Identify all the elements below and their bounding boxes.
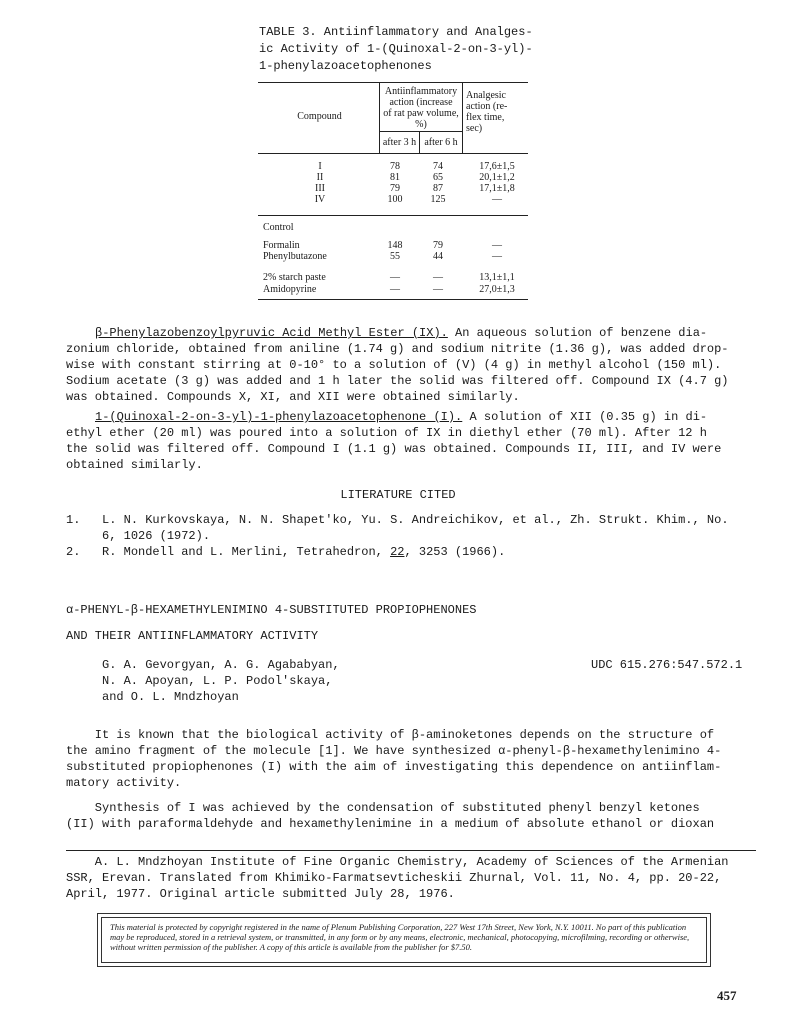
reference-item: 2. R. Mondell and L. Merlini, Tetrahedron, 22, 3253 (1966). <box>66 545 506 559</box>
page-number: 457 <box>717 988 737 1003</box>
synthesis-paragraph: Synthesis of I was achieved by the condensation of substituted phenyl benzyl ketones (II) with paraformaldehyde and hexamethylenimine in a medium of absolute ethanol or dioxan <box>66 801 715 831</box>
footnote-rule <box>66 850 756 851</box>
article-title-continued: AND THEIR ANTIINFLAMMATORY ACTIVITY <box>66 629 319 643</box>
table-rule <box>258 215 528 216</box>
paragraph-ester: β-Phenylazobenzoylpyruvic Acid Methyl Ester (IX). An aqueous solution of benzene dia- zonium chloride, obtained from aniline (1.74 g) and sodium nitrite (1.36 g), was added drop- wise with constant stirring at 0-10° to a solution of (V) (4 g) in methyl alcohol (150 ml). Sodium acetate (3 g) was added and 1 h later the solid was filtered off. Compound IX (4.7 g) was obtained. Compounds X, XI, and XII were obtained similarly. <box>66 326 729 404</box>
affiliation-footnote: A. L. Mndzhoyan Institute of Fine Organic Chemistry, Academy of Sciences of the Armenian SSR, Erevan. Translated from Khimiko-Farmatsevticheskii Zhurnal, Vol. 11, No. 4, pp. 20-22, April, 1977. Original article submitted July 28, 1976. <box>66 855 729 901</box>
header-analgesic: Analgesic action (re- flex time, sec) <box>466 90 508 134</box>
table-rule <box>379 131 463 132</box>
header-antiinflammatory: Antiinflammatory action (increase of rat paw volume, %) <box>383 86 459 130</box>
section-title-ester: β-Phenylazobenzoylpyruvic Acid Methyl Ester (IX). <box>95 326 448 340</box>
copyright-notice: This material is protected by copyright registered in the name of Plenum Publishing Corporation, 227 West 17th Street, New York, N.Y. 10011. No part of this publication may be reproduced, stored in a retrieval system, or transmitted, in any form or by any means, electronic, mechanical, photocopying, microfilming, recording or otherwise, without written permission of the publisher. A copy of this article is available from the publisher for $7.50. <box>101 917 707 963</box>
reference-item: 1. L. N. Kurkovskaya, N. N. Shapet'ko, Yu. S. Andreichikov, et al., Zh. Strukt. Khim., No. 6, 1026 (1972). <box>66 513 729 543</box>
table-divider <box>462 83 463 153</box>
control-label: Control <box>263 222 294 233</box>
header-compound: Compound <box>297 111 342 122</box>
table-top-rule <box>258 82 528 83</box>
intro-paragraph: It is known that the biological activity of β-aminoketones depends on the structure of the amino fragment of the molecule [1]. We have synthesized α-phenyl-β-hexamethylenimino 4- substituted propiophenones (I) with the aim of investigating this dependence on antiinflam- matory activity. <box>66 728 722 790</box>
literature-heading: LITERATURE CITED <box>340 488 456 502</box>
article-title: α-PHENYL-β-HEXAMETHYLENIMINO 4-SUBSTITUTED PROPIOPHENONES <box>66 603 477 617</box>
table-bottom-rule <box>258 299 528 300</box>
table-caption: TABLE 3. Antiinflammatory and Analges- ic Activity of 1-(Quinoxal-2-on-3-yl)- 1-phenylazoacetophenones <box>259 25 533 73</box>
authors: G. A. Gevorgyan, A. G. Agababyan, N. A. Apoyan, L. P. Podol'skaya, and O. L. Mndzhoyan <box>102 658 340 704</box>
udc-code: UDC 615.276:547.572.1 <box>591 658 743 672</box>
subheader-6h: after 6 h <box>424 137 458 148</box>
section-title-quinoxal: 1-(Quinoxal-2-on-3-yl)-1-phenylazoacetophenone (I). <box>95 410 463 424</box>
table-header-rule <box>258 153 528 154</box>
copyright-box <box>97 913 711 967</box>
subheader-3h: after 3 h <box>382 137 417 148</box>
paragraph-quinoxal: 1-(Quinoxal-2-on-3-yl)-1-phenylazoacetophenone (I). A solution of XII (0.35 g) in di- ethyl ether (20 ml) was poured into a solution of IX in diethyl ether (70 ml). After 12 h the solid was filtered off. Compound I (1.1 g) was obtained. Compounds II, III, and IV were obtained similarly. <box>66 410 722 472</box>
